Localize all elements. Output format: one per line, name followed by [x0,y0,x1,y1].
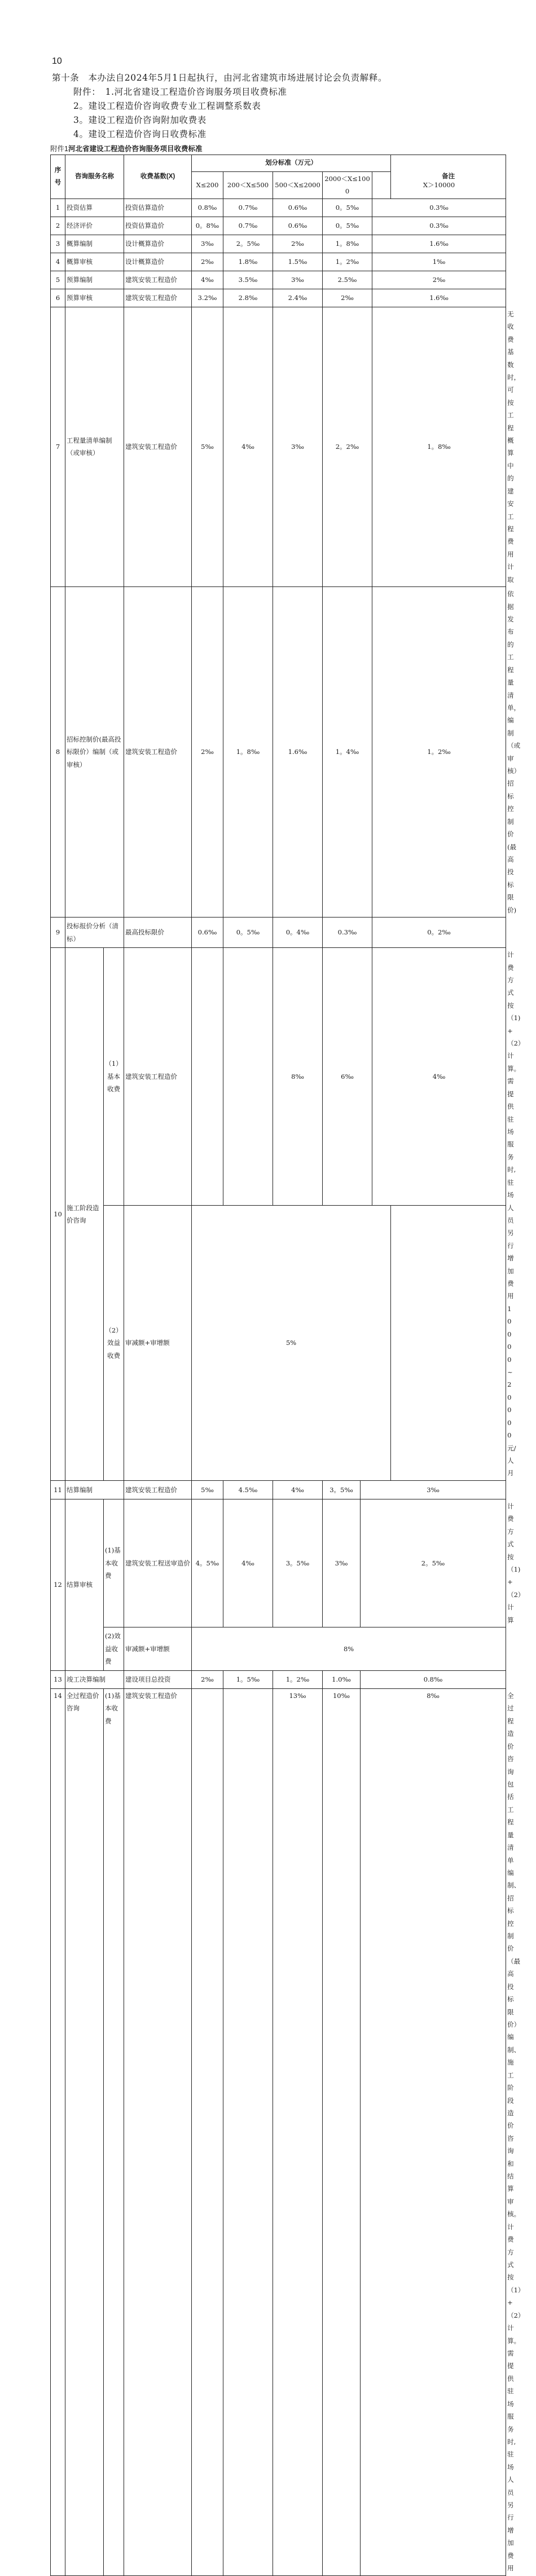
table-row [51,1206,506,1481]
rate-tier-2: 1.8‰ [223,253,273,271]
rate-tier-1: 5‰ [192,307,223,586]
rate-tier-1: 5‰ [192,1480,223,1499]
rate-tier-4: 2‰ [323,289,372,307]
rate-tier-2: 4‰ [223,1499,273,1627]
sub-item-benefit: (2)效益收费 [104,1627,124,1671]
fee-base: 建筑安装工程造价 [124,271,192,289]
row-no: 14 [51,1689,65,2576]
rate-tier-5: 2。5‰ [361,1499,506,1627]
rate-tier-2 [223,948,273,1206]
row-no: 7 [51,307,65,586]
rate-tier-4: 3‰ [323,1499,361,1627]
rate-tier-3: 0.6‰ [273,199,323,217]
rate-tier-2: 0。5‰ [223,918,273,948]
service-name: 概算编制 [65,235,124,253]
row-no: 9 [51,918,65,948]
rate-tier-3: 3‰ [273,307,323,586]
fee-base: 设计概算造价 [124,235,192,253]
fee-base: 投资估算造价 [124,217,192,235]
rate-tier-5: 1.6‰ [372,289,506,307]
rate-tier-4: 0。5‰ [323,217,372,235]
benefit-rate: 8% [192,1627,506,1671]
fee-base: 建筑安装工程造价 [124,587,192,918]
row-no: 12 [51,1499,65,1670]
service-name: 结算编制 [65,1480,124,1499]
fee-base: 建设项目总投资 [124,1671,192,1689]
table-row: 7 工程量清单编制（或审核） 建筑安装工程造价 5‰ 4‰ 3‰ 2。2‰ 1。8‰ 无收费基数时，可按工程概算中的建安工程费用计取 [51,307,506,586]
rate-tier-1: 3.2‰ [192,289,223,307]
rate-tier-1: 4‰ [192,271,223,289]
sub-item-basic: (1)基本收费 [104,1689,124,2576]
fee-base: 建筑安装工程造价 [124,1480,192,1499]
rate-tier-4: 1.0‰ [323,1671,361,1689]
attachment-1: 附件： 1.河北省建设工程造价咨询服务项目收费标准 [73,87,287,97]
table-row [51,289,506,307]
fee-base: 建筑安装工程造价 [124,948,192,1206]
row-no: 2 [51,217,65,235]
service-name: 概算审核 [65,253,124,271]
rate-tier-3: 1.5‰ [273,253,323,271]
rate-tier-1: 2‰ [192,1671,223,1689]
service-name: 预算审核 [65,289,124,307]
fee-base: 设计概算造价 [124,253,192,271]
row-no: 1 [51,199,65,217]
rate-tier-1: 0.8‰ [192,199,223,217]
rate-tier-3: 0。4‰ [273,918,323,948]
rate-tier-5: 1.6‰ [372,235,506,253]
rate-tier-4: 1。8‰ [323,235,372,253]
rate-tier-2: 2。5‰ [223,235,273,253]
rate-tier-3: 0.6‰ [273,217,323,235]
rate-tier-1: 4。5‰ [192,1499,223,1627]
row-no: 6 [51,289,65,307]
rate-tier-2: 2.8‰ [223,289,273,307]
table-row [51,1627,506,1671]
rate-tier-4: 1。2‰ [323,253,372,271]
table-title-lead: 附件1 [50,145,68,153]
rate-tier-5: 0.3‰ [372,217,506,235]
service-name: 招标控制价(最高投标限价）编制（或审核） [65,587,124,918]
rate-tier-2: 1。8‰ [223,587,273,918]
table-row [51,271,506,289]
rate-tier-3: 4‰ [273,1480,323,1499]
header-tier-4: 2000＜X≤1000 [323,172,372,199]
row-no: 4 [51,253,65,271]
fee-base: 建筑安装工程造价 [124,1689,192,2576]
service-name: 经济评价 [65,217,124,235]
table-row: 8 招标控制价(最高投标限价）编制（或审核） 建筑安装工程造价 2‰ 1。8‰ 1.6‰ 1。4‰ 1。2‰ 依据发布的工程量清单，编制（或审核）招标控制价(最高投标限价) [51,587,506,918]
rate-tier-5: 0.3‰ [372,199,506,217]
rate-tier-1: 2‰ [192,587,223,918]
table-row [51,1480,506,1499]
fee-base: 审减额+审增额 [124,1206,192,1481]
rate-tier-3: 8‰ [273,948,323,1206]
sub-item-benefit: （2）效益收费 [104,1206,124,1481]
fee-standard-table [50,155,525,2576]
rate-tier-2: 1。5‰ [223,1671,273,1689]
fee-base: 审减额+审增额 [124,1627,192,1671]
sub-item-basic: (1)基本收费 [104,1499,124,1627]
header-base: 收费基数(X) [124,155,192,199]
row-no: 3 [51,235,65,253]
service-name: 工程量清单编制（或审核） [65,307,124,586]
rate-tier-5: 8‰ [361,1689,506,2576]
page-number: 10 [52,56,62,66]
service-name: 全过程造价咨询 [65,1689,104,2576]
header-tier-5: X＞10000 [372,172,506,199]
rate-tier-1: 0。8‰ [192,217,223,235]
table-row [51,199,506,217]
rate-tier-3: 3‰ [273,271,323,289]
benefit-rate: 5% [192,1206,391,1481]
table-row: 10 施工阶段造价咨询 （1）基本收费 建筑安装工程造价 8‰ 6‰ 4‰ 计费方式按（1)+（2）计算。需提供驻场服务时,驻场人员另行增加费用10000~20000元/人月 [51,948,506,1206]
rate-tier-2 [223,1689,273,2576]
rate-tier-1: 2‰ [192,253,223,271]
table-title-text: 河北省建设工程造价咨询服务项目收费标准 [68,145,203,153]
header-tier-1: X≤200 [192,172,223,199]
header-no: 序号 [51,155,65,199]
rate-tier-4: 0.3‰ [323,918,372,948]
table-row [51,918,506,948]
fee-base: 建筑安装工程造价 [124,289,192,307]
header-tier-3: 500＜X≤2000 [273,172,323,199]
rate-tier-1 [192,948,223,1206]
table-row: 14 全过程造价咨询 (1)基本收费 建筑安装工程造价 13‰ 10‰ 8‰ 全过程造价咨询包括工程量清单编制、招标控制价（最高投标限价）编制、施工阶段造价咨询和结算审核。计费方式按（1）+（2）计算。需提供驻场服务时,驻场人员另行增加费用 [51,1689,506,2576]
rate-tier-4: 6‰ [323,948,372,1206]
table-row: 12 结算审核 (1)基本收费 建筑安装工程送审造价 4。5‰ 4‰ 3。5‰ 3‰ 2。5‰ 计费方式按（1)+（2）计算 [51,1499,506,1627]
service-name: 竣工决算编制 [65,1671,124,1689]
attachment-3: 3。建设工程造价咨询附加收费表 [73,115,207,125]
row-no: 13 [51,1671,65,1689]
rate-tier-4: 2.5‰ [323,271,372,289]
rate-tier-5: 1。2‰ [372,587,506,918]
row-no: 8 [51,587,65,918]
row-no: 10 [51,948,65,1481]
attachment-2: 2。建设工程造价咨询收费专业工程调整系数表 [73,101,261,111]
fee-base: 投资估算造价 [124,199,192,217]
service-name: 施工阶段造价咨询 [65,948,104,1481]
header-tier-group: 划分标准（万元） [192,155,391,172]
rate-tier-4: 10‰ [323,1689,361,2576]
rate-tier-3: 3。5‰ [273,1499,323,1627]
rate-tier-2: 4‰ [223,307,273,586]
rate-tier-5: 4‰ [372,948,506,1206]
rate-tier-5: 1‰ [372,253,506,271]
service-name: 投标报价分析（清标） [65,918,124,948]
article-ten: 第十条 本办法自2024年5月1日起执行，由河北省建筑市场进展讨论会负责解释。 [52,73,388,83]
row-no: 5 [51,271,65,289]
service-name: 预算编制 [65,271,124,289]
fee-base: 最高投标限价 [124,918,192,948]
rate-tier-1: 0.6‰ [192,918,223,948]
rate-tier-3: 2.4‰ [273,289,323,307]
rate-tier-2: 4.5‰ [223,1480,273,1499]
table-row [51,1671,506,1689]
rate-tier-4: 3。5‰ [323,1480,361,1499]
service-name: 结算审核 [65,1499,104,1670]
fee-base: 建筑安装工程造价 [124,307,192,586]
rate-tier-5: 2‰ [372,271,506,289]
rate-tier-5: 3‰ [361,1480,506,1499]
rate-tier-2: 0.7‰ [223,199,273,217]
rate-tier-3: 2‰ [273,235,323,253]
rate-tier-4: 2。2‰ [323,307,372,586]
fee-base: 建筑安装工程送审造价 [124,1499,192,1627]
rate-tier-4: 1。4‰ [323,587,372,918]
sub-item-basic: （1）基本收费 [104,948,124,1206]
header-tier-2: 200＜X≤500 [223,172,273,199]
header-note: 备注 [391,155,506,199]
rate-tier-3: 1.6‰ [273,587,323,918]
rate-tier-4: 0。5‰ [323,199,372,217]
rate-tier-5: 0。2‰ [372,918,506,948]
table-row [51,253,506,271]
table-row [51,217,506,235]
table-row [51,235,506,253]
rate-tier-5: 0.8‰ [361,1671,506,1689]
rate-tier-1: 3‰ [192,235,223,253]
header-service: 咨询服务名称 [65,155,124,199]
table-title [50,143,202,153]
service-name: 投资估算 [65,199,124,217]
rate-tier-5: 1。8‰ [372,307,506,586]
rate-tier-1 [192,1689,223,2576]
attachment-4: 4。建设工程造价咨询日收费标准 [73,129,207,139]
rate-tier-2: 3.5‰ [223,271,273,289]
rate-tier-3: 13‰ [273,1689,323,2576]
rate-tier-3: 1。2‰ [273,1671,323,1689]
row-no: 11 [51,1480,65,1499]
rate-tier-2: 0.7‰ [223,217,273,235]
